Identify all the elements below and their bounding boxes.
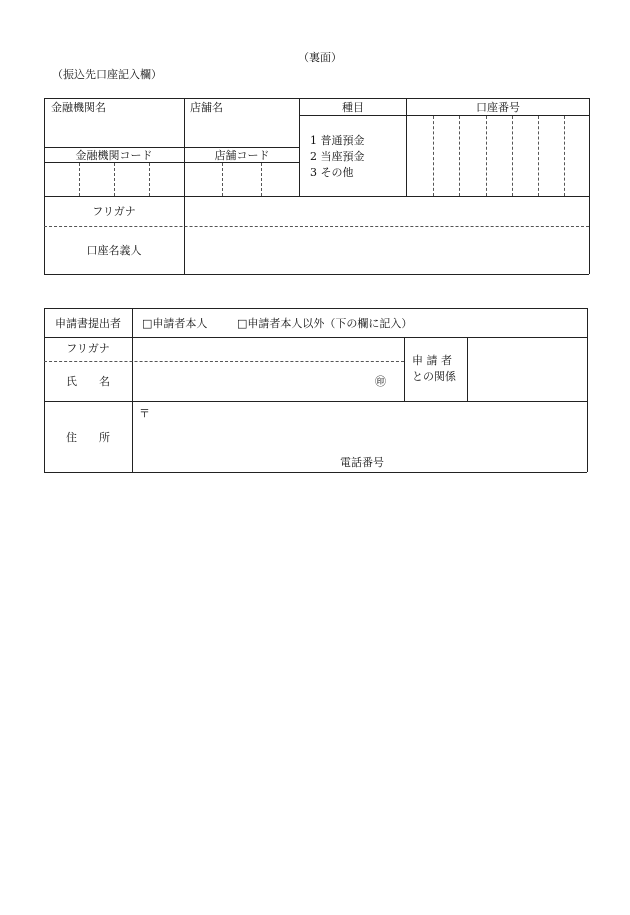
applicant-table-border-top: [44, 308, 587, 309]
address-field[interactable]: [150, 402, 586, 452]
submitter-label: 申請書提出者: [55, 317, 121, 330]
postal-mark: 〒: [139, 407, 150, 420]
account-furigana-field[interactable]: [185, 197, 588, 225]
account-holder-label: 口座名義人: [86, 244, 142, 257]
relation-label-line-1: 申 請 者: [412, 354, 452, 367]
branch-code-field[interactable]: [185, 163, 298, 195]
page-title: （裏面）: [298, 51, 342, 64]
submitter-option-self[interactable]: □申請者本人: [142, 317, 208, 330]
account-number-field[interactable]: [407, 116, 588, 195]
account-table-border-right: [589, 98, 590, 274]
applicant-table-border-left: [44, 308, 45, 472]
submitter-option-other[interactable]: □申請者本人以外（下の欄に記入）: [237, 317, 413, 330]
bank-name-label: 金融機関名: [51, 101, 106, 114]
code-header-line-top: [44, 147, 299, 148]
account-holder-field[interactable]: [185, 227, 588, 273]
relation-divider-left: [404, 337, 405, 401]
branch-name-label: 店舗名: [190, 101, 223, 114]
account-number-label: 口座番号: [476, 101, 520, 114]
applicant-name-field[interactable]: [133, 362, 371, 400]
account-table-border-top: [44, 98, 589, 99]
branch-code-label: 店舗コード: [214, 149, 270, 162]
applicant-name-label: 氏 名: [66, 375, 110, 388]
relation-label-line-2: との関係: [412, 370, 456, 383]
account-type-option-1: 1 普通預金: [310, 134, 365, 147]
account-table-border-bottom: [44, 274, 589, 275]
account-type-label: 種目: [342, 101, 364, 114]
address-label: 住 所: [66, 431, 110, 444]
seal-mark: ㊞: [375, 375, 386, 388]
account-type-option-2: 2 当座預金: [310, 150, 365, 163]
phone-label: 電話番号: [340, 456, 384, 469]
bank-code-label: 金融機関コード: [75, 149, 153, 162]
account-type-option-3: 3 その他: [310, 166, 354, 179]
bank-name-field[interactable]: [45, 116, 183, 146]
applicant-table-border-right: [587, 308, 588, 472]
applicant-furigana-label: フリガナ: [66, 342, 110, 355]
applicant-furigana-field[interactable]: [133, 338, 403, 360]
phone-field[interactable]: [390, 452, 586, 471]
applicant-table-border-bottom: [44, 472, 587, 473]
section-subtitle: （振込先口座記入欄）: [52, 68, 162, 81]
relation-field[interactable]: [468, 338, 586, 400]
account-furigana-label: フリガナ: [92, 205, 136, 218]
bank-code-field[interactable]: [45, 163, 183, 195]
branch-name-field[interactable]: [185, 116, 298, 146]
